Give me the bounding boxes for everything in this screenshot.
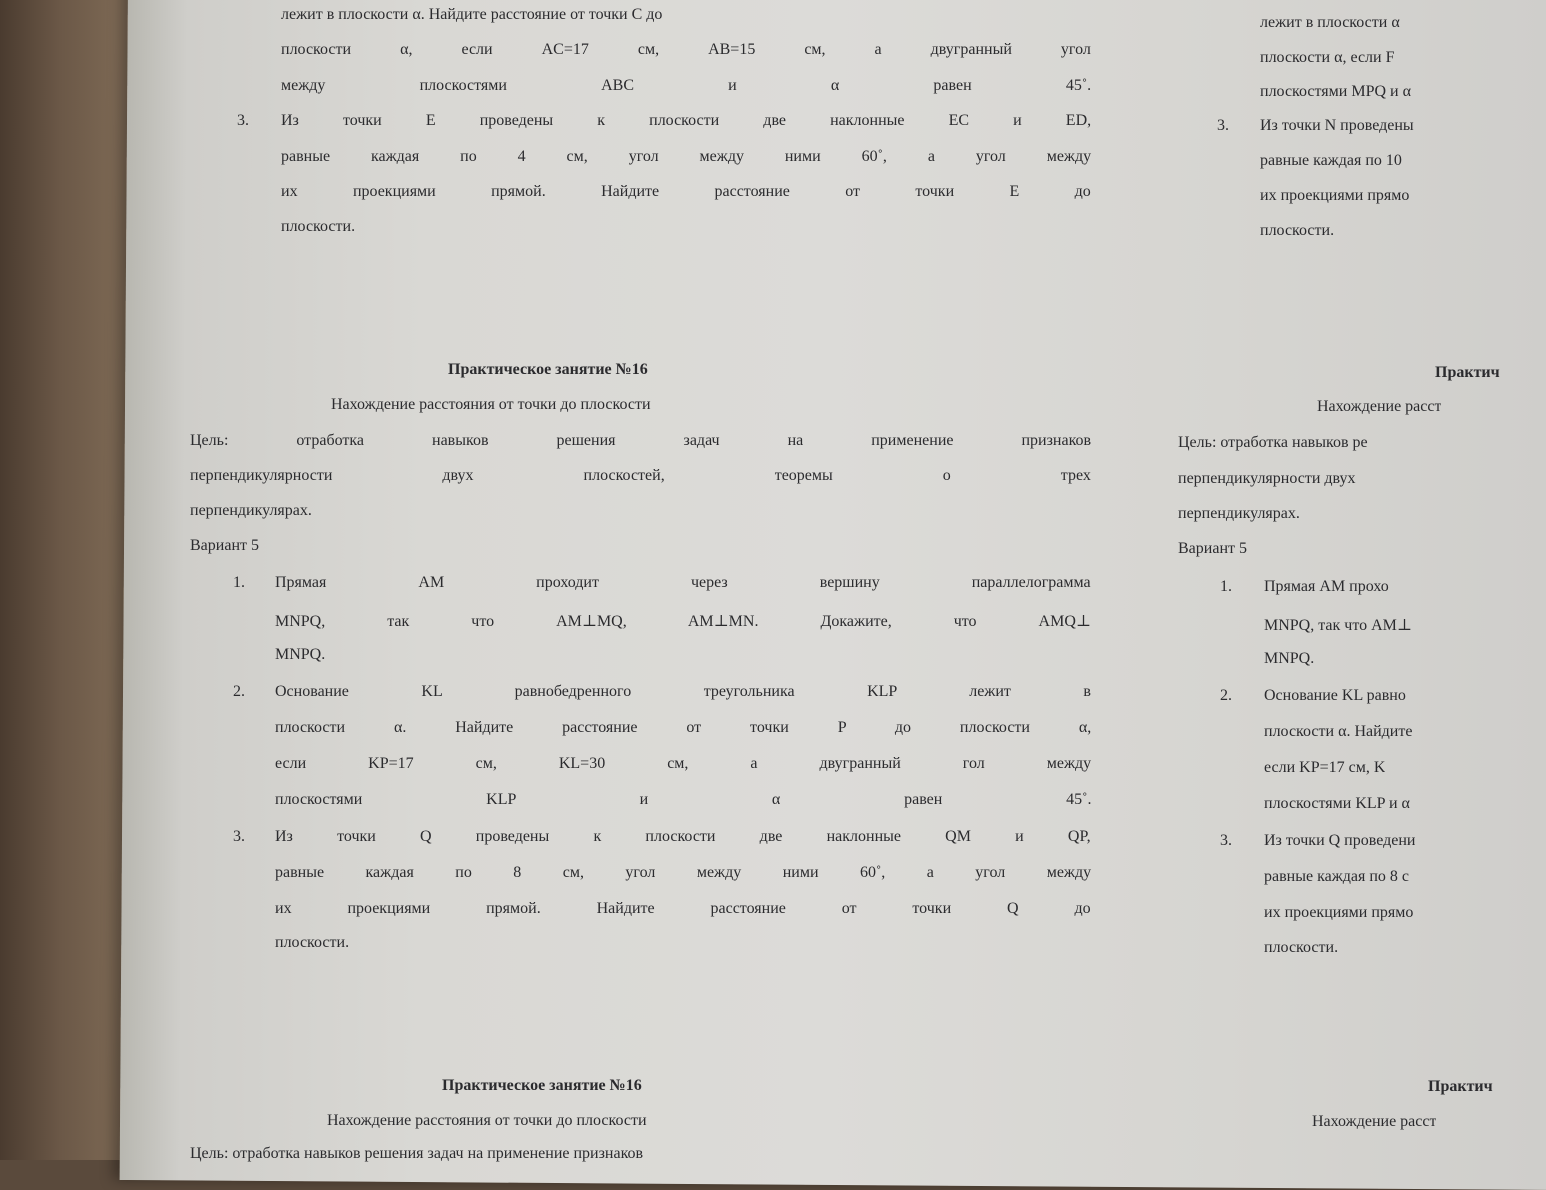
item-line: Основание KL равно [1264, 687, 1406, 704]
bottom-section-subtitle: Нахождение расстояния от точки до плоскости [327, 1112, 647, 1129]
top-item3-line: их проекциями прямой. Найдите расстояние от точки E до [281, 183, 1091, 200]
goal-line: Цель: отработка навыков ре [1178, 434, 1368, 451]
top-item2-line: между плоскостями ABC и α равен 45˚. [281, 77, 1092, 94]
goal-line: перпендикулярности двух плоскостей, теоремы о трех [190, 467, 1091, 484]
top-item3-line: плоскости. [281, 218, 356, 235]
item-line: плоскости α. Найдите [1264, 723, 1413, 740]
section-title: Практическое занятие №16 [448, 361, 648, 378]
item-line: их проекциями прямо [1264, 904, 1414, 921]
top-item3-line: Из точки E проведены к плоскости две наклонные EC и ED, [281, 112, 1092, 129]
item-line: Прямая AM проходит через вершину параллелограмма [275, 574, 1091, 591]
item-line: плоскостями KLP и α [1264, 795, 1410, 812]
line-text: лежит в плоскости α. Найдите расстояние от точки C до [281, 6, 663, 23]
section-subtitle: Нахождение расст [1317, 398, 1442, 415]
goal-line: перпендикулярах. [1178, 505, 1300, 522]
variant-label: Вариант 5 [1178, 540, 1247, 557]
top-item2-line: плоскости α, если F [1260, 49, 1395, 66]
item-line: равные каждая по 8 см, угол между ними 60˚, а угол между [275, 864, 1092, 881]
item-line: если KP=17 см, K [1264, 759, 1386, 776]
top-item3-line: Из точки N проведены [1260, 117, 1414, 134]
item-line: Из точки Q проведени [1264, 832, 1416, 849]
item-line: если KP=17 см, KL=30 см, а двугранный гол между [275, 755, 1092, 772]
item-number: 2. [1220, 687, 1232, 704]
item-line: равные каждая по 8 с [1264, 868, 1410, 885]
item-line: плоскости. [275, 934, 350, 951]
goal-line: Цель: отработка навыков решения задач на применение признаков [190, 432, 1092, 449]
item-line: Основание KL равнобедренного треугольника KLP лежит в [275, 683, 1091, 700]
item-line: плоскости α. Найдите расстояние от точки P до плоскости α, [275, 719, 1092, 736]
bottom-goal-partial: Цель: отработка навыков решения задач на применение признаков [190, 1145, 644, 1162]
item-number: 1. [1220, 578, 1232, 595]
justified-line [281, 6, 1091, 24]
goal-line: перпендикулярности двух [1178, 470, 1356, 487]
item-number: 3. [1220, 832, 1232, 849]
top-item3-line: их проекциями прямо [1260, 187, 1410, 204]
top-item2-line: лежит в плоскости α [1260, 14, 1400, 31]
item-number: 1. [233, 574, 245, 591]
item-number: 2. [233, 683, 245, 700]
item-line: плоскости. [1264, 939, 1339, 956]
bottom-section-subtitle: Нахождение расст [1312, 1113, 1437, 1130]
item-line: их проекциями прямой. Найдите расстояние от точки Q до [275, 900, 1091, 917]
section-subtitle: Нахождение расстояния от точки до плоскости [331, 396, 651, 413]
bottom-section-title: Практич [1428, 1078, 1493, 1095]
bottom-section-title: Практическое занятие №16 [442, 1077, 642, 1094]
item-line: Из точки Q проведены к плоскости две наклонные QM и QP, [275, 828, 1091, 845]
top-item3-line: равные каждая по 4 см, угол между ними 60˚, а угол между [281, 148, 1092, 165]
goal-line: перпендикулярах. [190, 502, 312, 519]
item-line: плоскостями KLP и α равен 45˚. [275, 791, 1092, 808]
item-line: MNPQ. [1264, 650, 1315, 667]
top-item2-line: плоскости α, если AC=17 см, AB=15 см, а двугранный угол [281, 41, 1091, 58]
top-item3-line: плоскости. [1260, 222, 1335, 239]
top-item3-number: 3. [1217, 117, 1229, 134]
variant-label: Вариант 5 [190, 537, 259, 554]
top-item3-number: 3. [237, 112, 249, 129]
item-line: MNPQ. [275, 646, 326, 663]
top-item2-line: плоскостями MPQ и α [1260, 83, 1411, 100]
item-line: Прямая AM прохо [1264, 578, 1389, 595]
item-line: MNPQ, так что AM⊥MQ, AM⊥MN. Докажите, что AMQ⊥ [275, 613, 1091, 630]
item-number: 3. [233, 828, 245, 845]
section-title: Практич [1435, 364, 1500, 381]
top-item3-line: равные каждая по 10 [1260, 152, 1402, 169]
item-line: MNPQ, так что AM⊥ [1264, 617, 1412, 634]
